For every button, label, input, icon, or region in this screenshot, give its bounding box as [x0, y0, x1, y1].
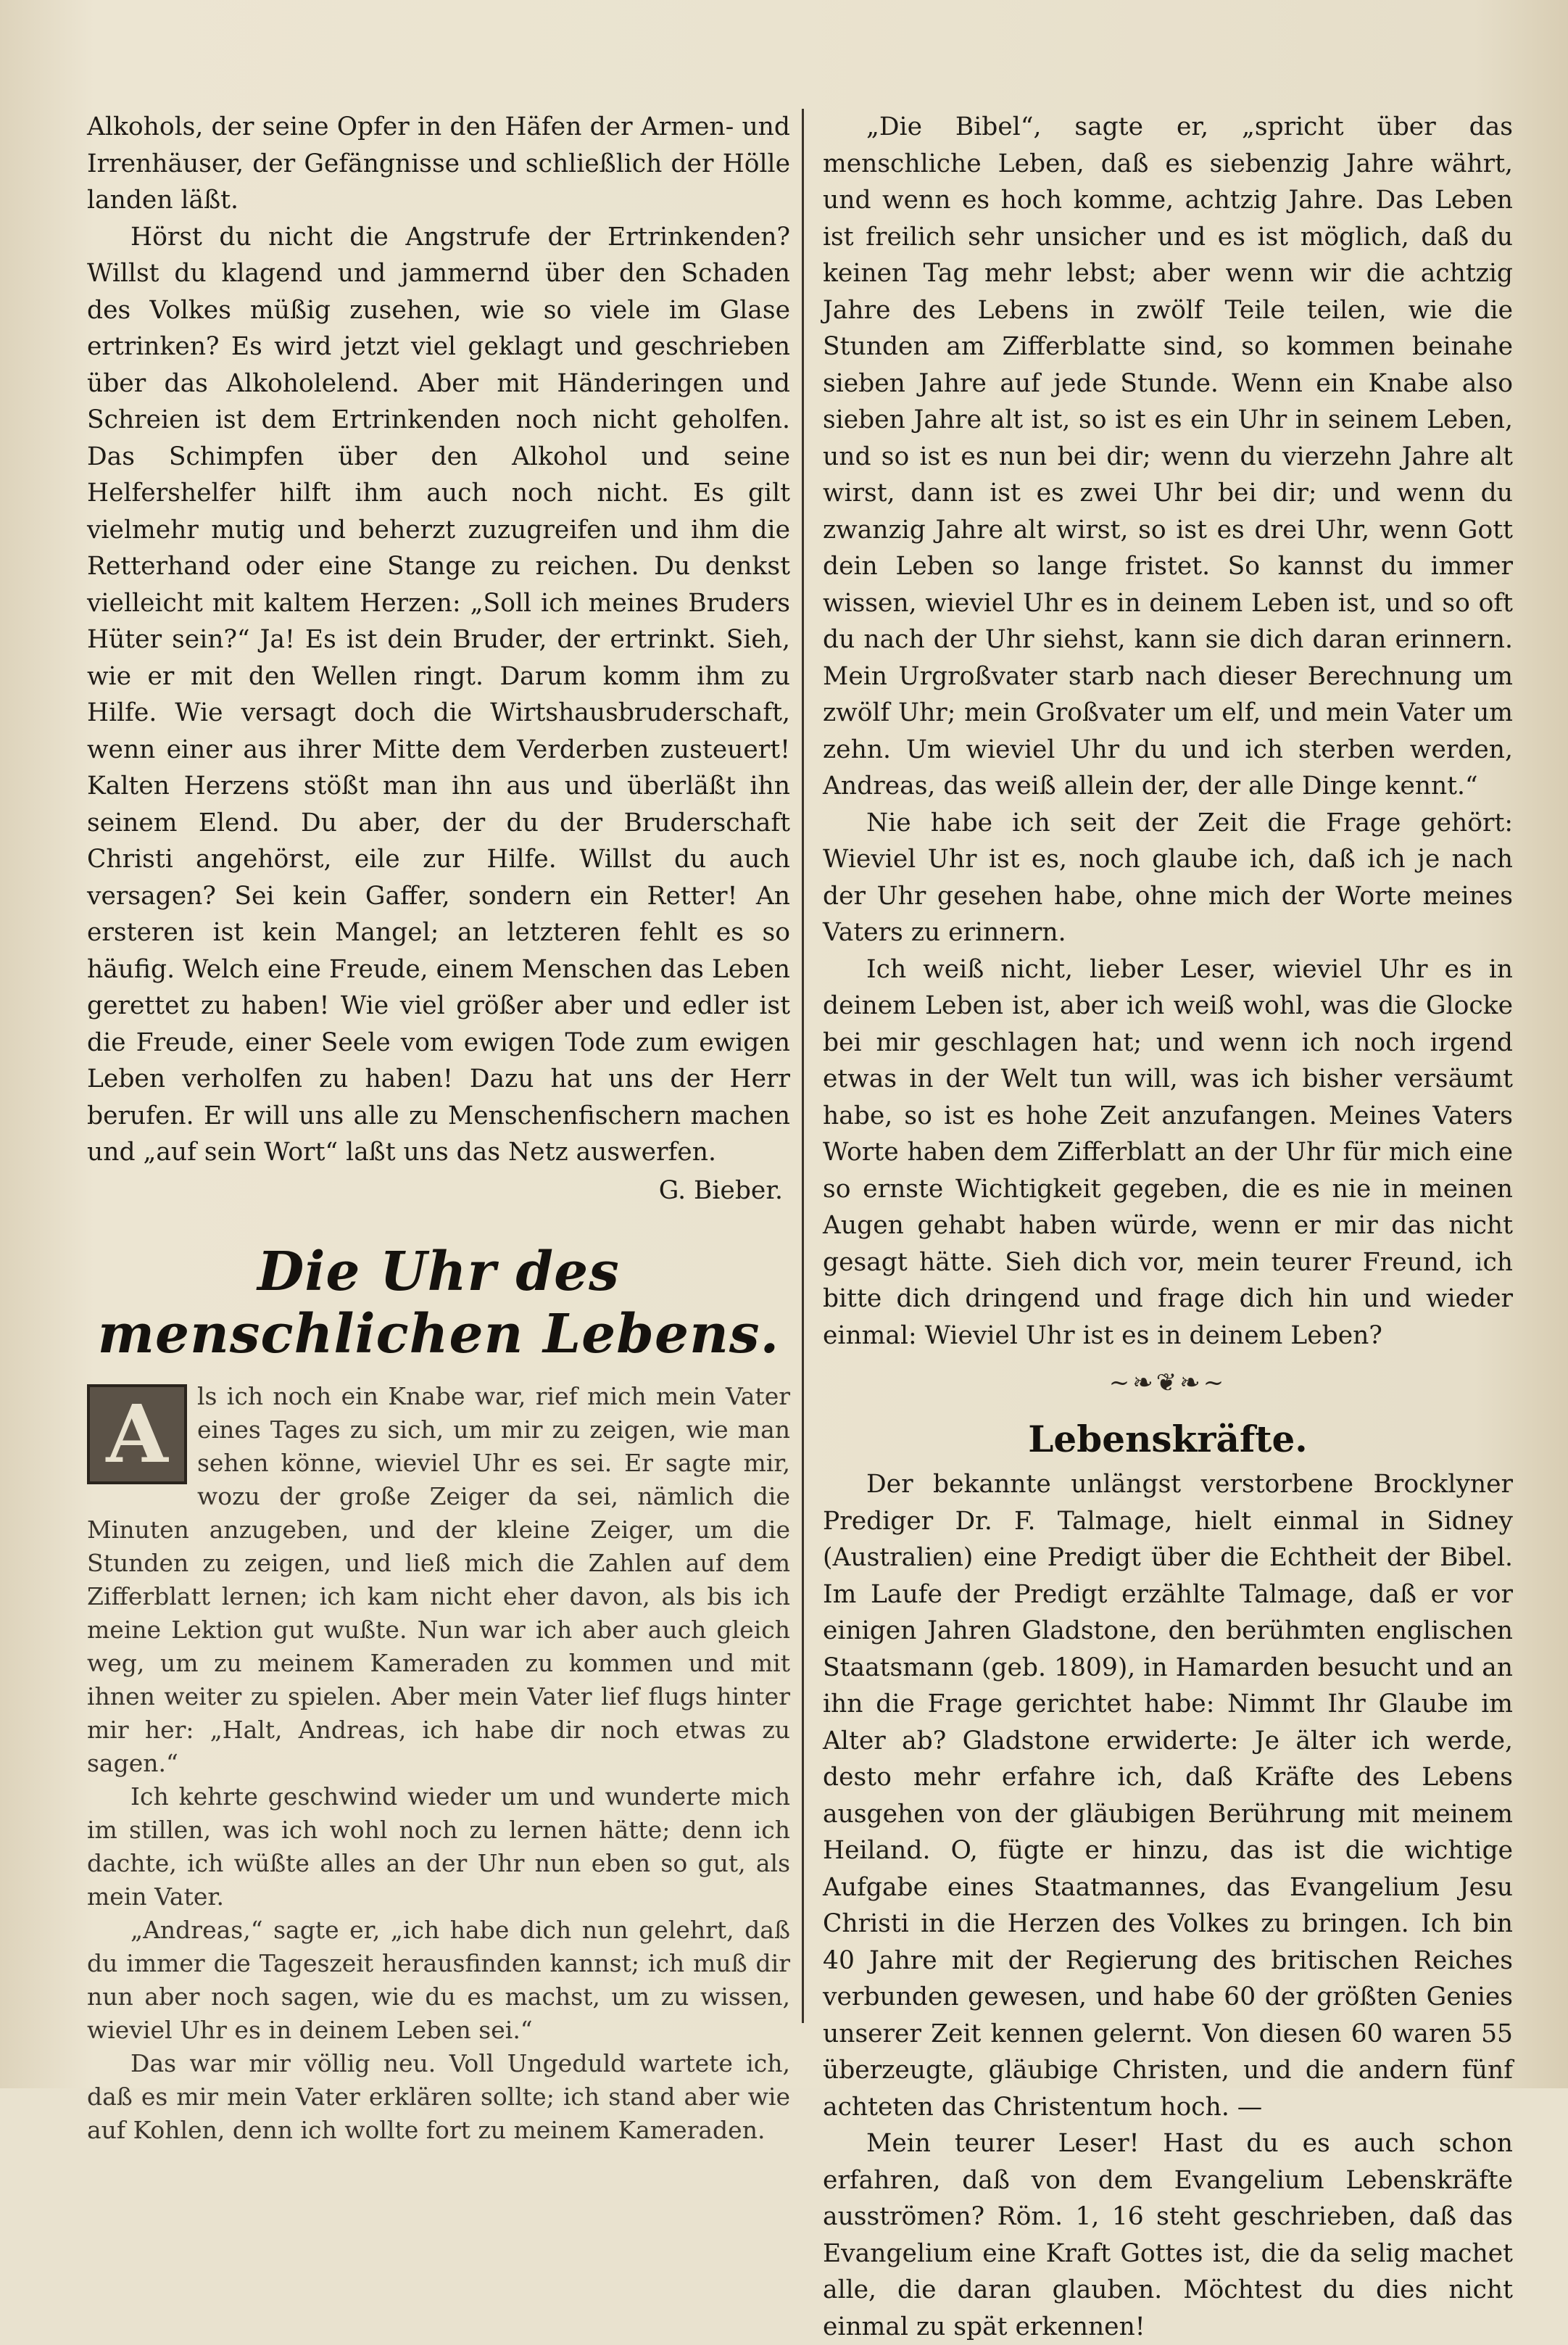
column-divider	[802, 109, 804, 2023]
clock-paragraph-2: Ich kehrte geschwind wieder um und wunderte mich im stillen, was ich wohl noch zu lernen hätte; denn ich dachte, ich wüßte alles an der Uhr nun eben so gut, als mein Vater.	[87, 1782, 790, 1911]
article-title-clock: Die Uhr des menschlichen Lebens.	[97, 1241, 780, 1365]
clock-continued-paragraph-1: „Die Bibel“, sagte er, „spricht über das menschliche Leben, daß es siebenzig Jahre währt, und wenn es hoch komme, achtzig Jahre. Das Leben ist freilich sehr unsicher und es ist möglich, daß du keinen Tag mehr lebst; aber wenn wir die achtzig Jahre des Lebens in zwölf Teile teilen, wie die Stunden am Zifferblatte sind, so kommen beinahe sieben Jahre auf jede Stunde. Wenn ein Knabe also sieben Jahre alt ist, so ist es ein Uhr in seinem Leben, und so ist es nun bei dir; wenn du vierzehn Jahre alt wirst, dann ist es zwei Uhr bei dir; und wenn du zwanzig Jahre alt wirst, so ist es drei Uhr, wenn Gott dein Leben so lange fristet. So kannst du immer wissen, wieviel Uhr es in deinem Leben ist, und so oft du nach der Uhr siehst, kann sie dich daran erinnern. Mein Urgroßvater starb nach dieser Berechnung um zwölf Uhr; mein Großvater um elf, und mein Vater um zehn. Um wieviel Uhr du und ich sterben werden, Andreas, das weiß allein der, der alle Dinge kennt.“	[823, 112, 1513, 801]
intro-paragraph-1: Alkohols, der seine Opfer in den Häfen der Armen- und Irrenhäuser, der Gefängnisse und schließlich der Hölle landen läßt.	[87, 112, 790, 215]
lebenskraefte-paragraph-1: Der bekannte unlängst verstorbene Brocklyner Prediger Dr. F. Talmage, hielt einmal in Sidney (Australien) eine Predigt über die Echtheit der Bibel. Im Laufe der Predigt erzählte Talmage, daß er vor einigen Jahren Gladstone, den berühmten englischen Staatsmann (geb. 1809), in Hamarden besucht und an ihn die Frage gerichtet habe: Nimmt Ihr Glaube im Alter ab? Gladstone erwiderte: Je älter ich werde, desto mehr erfahre ich, daß Kräfte des Lebens ausgehen von der gläubigen Berührung mit meinem Heiland. O, fügte er hinzu, das ist die wichtige Aufgabe eines Staatmannes, das Evangelium Jesu Christi in die Herzen des Volkes zu bringen. Ich bin 40 Jahre mit der Regierung des britischen Reiches verbunden gewesen, und habe 60 der größten Genies unserer Zeit kennen gelernt. Von diesen 60 waren 55 überzeugte, gläubige Christen, und die andern fünf achteten das Christentum hoch. —	[823, 1470, 1513, 2122]
clock-continued-paragraph-2: Nie habe ich seit der Zeit die Frage gehört: Wieviel Uhr ist es, noch glaube ich, daß ich je nach der Uhr gesehen habe, ohne mich der Worte meines Vaters zu erinnern.	[823, 808, 1513, 947]
clock-paragraph-3: „Andreas,“ sagte er, „ich habe dich nun gelehrt, daß du immer die Tageszeit herausfinden kannst; ich muß dir nun aber noch sagen, wie du es machst, um zu wissen, wieviel Uhr es in deinem Leben sei.“	[87, 1916, 790, 2044]
clock-paragraph-1: ls ich noch ein Knabe war, rief mich mein Vater eines Tages zu sich, um mir zu zeigen, wie man sehen könne, wieviel Uhr es sei. Er sagte mir, wozu der große Zeiger da sei, nämlich die Minuten anzugeben, und der kleine Zeiger, um die Stunden zu zeigen, und ließ mich die Zahlen auf dem Zifferblatt lernen; ich kam nicht eher davon, als bis ich meine Lektion gut wußte. Nun war ich aber auch gleich weg, um zu meinem Kameraden zu kommen und mit ihnen weiter zu spielen. Aber mein Vater lief flugs hinter mir her: „Halt, Andreas, ich habe dir noch etwas zu sagen.“	[87, 1382, 790, 1777]
author-signature: G. Bieber.	[658, 1175, 783, 1205]
article-clock-body	[87, 1380, 790, 2147]
intro-paragraph-2: Hörst du nicht die Angstrufe der Ertrinkenden? Willst du klagend und jammernd über den Schaden des Volkes müßig zusehen, wie so viele im Glase ertrinken? Es wird jetzt viel geklagt und geschrieben über das Alkoholelend. Aber mit Händeringen und Schreien ist dem Ertrinkenden noch nicht geholfen. Das Schimpfen über den Alkohol und seine Helfershelfer hilft ihm auch noch nicht. Es gilt vielmehr mutig und beherzt zuzugreifen und ihm die Retterhand oder eine Stange zu reichen. Du denkst vielleicht mit kaltem Herzen: „Soll ich meines Bruders Hüter sein?“ Ja! Es ist dein Bruder, der ertrinkt. Sieh, wie er mit den Wellen ringt. Darum komm ihm zu Hilfe. Wie versagt doch die Wirtshausbruderschaft, wenn einer aus ihrer Mitte dem Verderben zusteuert! Kalten Herzens stößt man ihn aus und überläßt ihn seinem Elend. Du aber, der du der Bruderschaft Christi angehörst, eile zur Hilfe. Willst du auch versagen? Sei kein Gaffer, sondern ein Retter! An ersteren ist kein Mangel; an letzteren fehlt es so häufig. Welch eine Freude, einem Menschen das Leben gerettet zu haben! Wie viel größer aber und edler ist die Freude, einer Seele vom ewigen Tode zum ewigen Leben verholfen zu haben! Dazu hat uns der Herr berufen. Er will uns alle zu Menschenfischern machen und „auf sein Wort“ laßt uns das Netz auswerfen.	[87, 222, 790, 1167]
left-column	[87, 109, 790, 2147]
ornament-divider-icon: ~❧❦❧~	[1108, 1368, 1227, 1397]
dropcap-ornament	[87, 1384, 187, 1484]
dropcap-letter: A	[106, 1387, 168, 1481]
clock-paragraph-4: Das war mir völlig neu. Voll Ungeduld wartete ich, daß es mir mein Vater erklären sollte; ich stand aber wie auf Kohlen, denn ich wollte fort zu meinem Kameraden.	[87, 2049, 790, 2144]
clock-continued-paragraph-3: Ich weiß nicht, lieber Leser, wieviel Uhr es in deinem Leben ist, aber ich weiß wohl, was die Glocke bei mir geschlagen hat; und wenn ich noch irgend etwas in der Welt tun will, was ich bisher versäumt habe, so ist es hohe Zeit anzufangen. Meines Vaters Worte haben dem Zifferblatt an der Uhr für mich eine so ernste Wichtigkeit gegeben, die es nie in meinen Augen gehabt haben würde, wenn er mir das nicht gesagt hätte. Sieh dich vor, mein teurer Freund, ich bitte dich dringend und frage dich hin und wieder einmal: Wieviel Uhr ist es in deinem Leben?	[823, 954, 1513, 1350]
right-column	[823, 109, 1513, 2345]
lebenskraefte-paragraph-2: Mein teurer Leser! Hast du es auch schon erfahren, daß von dem Evangelium Lebenskräfte ausströmen? Röm. 1, 16 steht geschrieben, daß das Evangelium eine Kraft Gottes ist, die da selig machet alle, die daran glauben. Möchtest du dies nicht einmal zu spät erkennen!	[823, 2129, 1513, 2341]
article-title-lebenskraefte: Lebenskräfte.	[1028, 1418, 1308, 1460]
